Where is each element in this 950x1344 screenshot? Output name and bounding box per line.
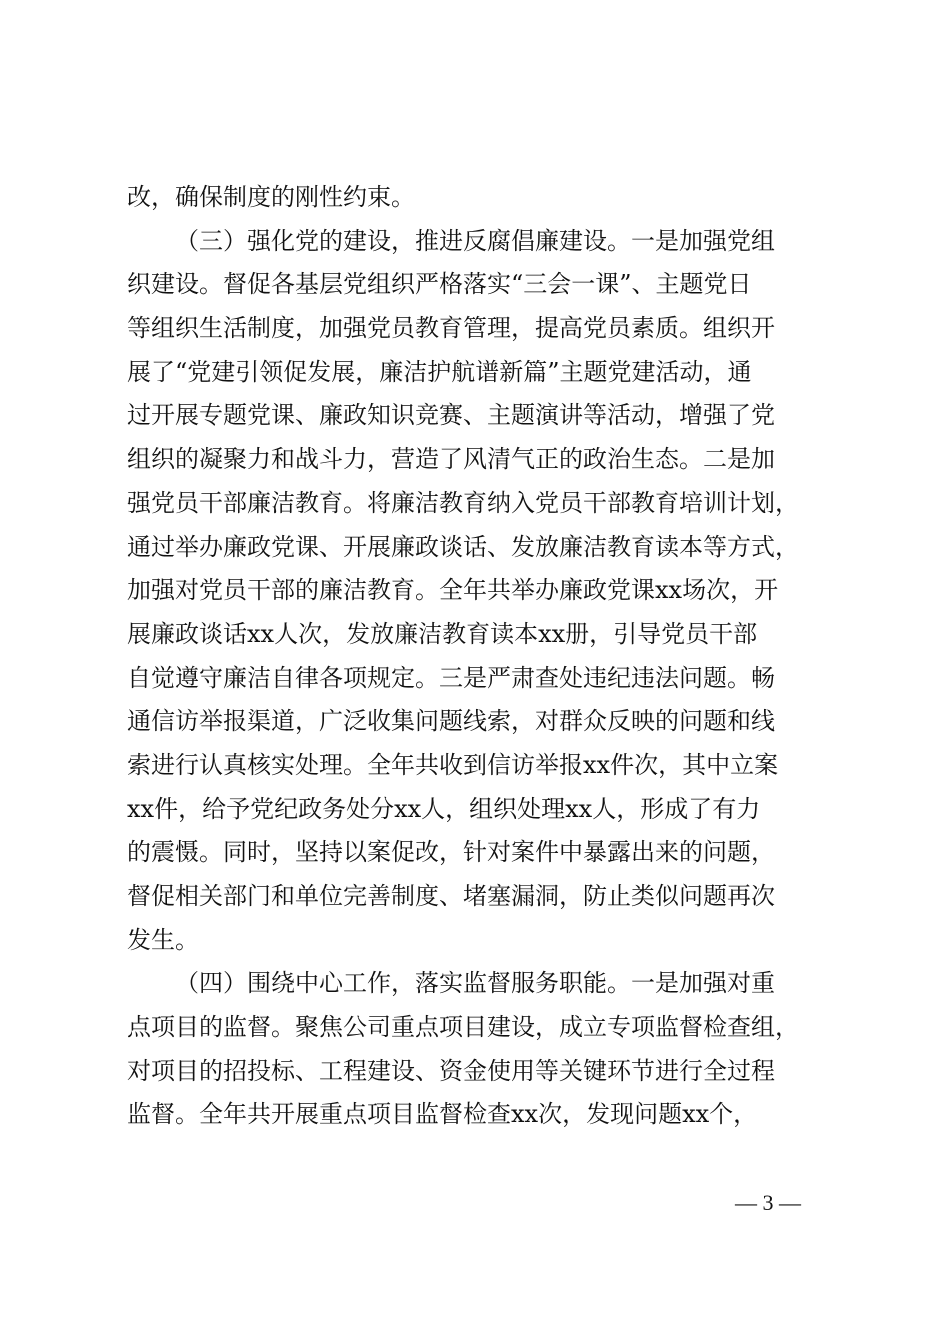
text-line: 等组织生活制度，加强党员教育管理，提高党员素质。组织开 [127, 314, 775, 343]
text-line: 展了“党建引领促发展，廉洁护航谱新篇”主题党建活动，通 [127, 357, 752, 386]
text-line: 对项目的招投标、工程建设、资金使用等关键环节进行全过程 [127, 1056, 775, 1085]
text-line: 索进行认真核实处理。全年共收到信访举报xx件次，其中立案 [127, 750, 779, 779]
text-line: 通信访举报渠道，广泛收集问题线索，对群众反映的问题和线 [127, 707, 775, 736]
text-line: 改，确保制度的刚性约束。 [127, 183, 415, 211]
text-line: 展廉政谈话xx人次，发放廉洁教育读本xx册，引导党员干部 [127, 619, 758, 648]
text-line: 监督。全年共开展重点项目监督检查xx次，发现问题xx个， [127, 1100, 758, 1129]
text-line: 发生。 [127, 925, 199, 954]
body-text [127, 176, 823, 1137]
text-line: （四）围绕中心工作，落实监督服务职能。一是加强对重 [175, 969, 775, 998]
text-line: 强党员干部廉洁教育。将廉洁教育纳入党员干部教育培训计划， [127, 488, 799, 517]
page-number: — 3 — [735, 1190, 801, 1215]
text-line: （三）强化党的建设，推进反腐倡廉建设。一是加强党组 [175, 226, 775, 255]
text-line: 的震慑。同时，坚持以案促改，针对案件中暴露出来的问题， [127, 838, 775, 867]
text-line: 自觉遵守廉洁自律各项规定。三是严肃查处违纪违法问题。畅 [127, 663, 775, 692]
text-line: 点项目的监督。聚焦公司重点项目建设，成立专项监督检查组， [127, 1013, 799, 1042]
text-line: 加强对党员干部的廉洁教育。全年共举办廉政党课xx场次，开 [127, 576, 779, 605]
text-line: xx件，给予党纪政务处分xx人，组织处理xx人，形成了有力 [127, 794, 761, 823]
text-line: 通过举办廉政党课、开展廉政谈话、发放廉洁教育读本等方式， [127, 532, 799, 561]
text-line: 织建设。督促各基层党组织严格落实“三会一课”、主题党日 [127, 270, 752, 299]
text-line: 督促相关部门和单位完善制度、堵塞漏洞，防止类似问题再次 [127, 882, 775, 910]
text-line: 过开展专题党课、廉政知识竞赛、主题演讲等活动，增强了党 [127, 401, 775, 430]
text-line: 组织的凝聚力和战斗力，营造了风清气正的政治生态。二是加 [127, 445, 775, 474]
